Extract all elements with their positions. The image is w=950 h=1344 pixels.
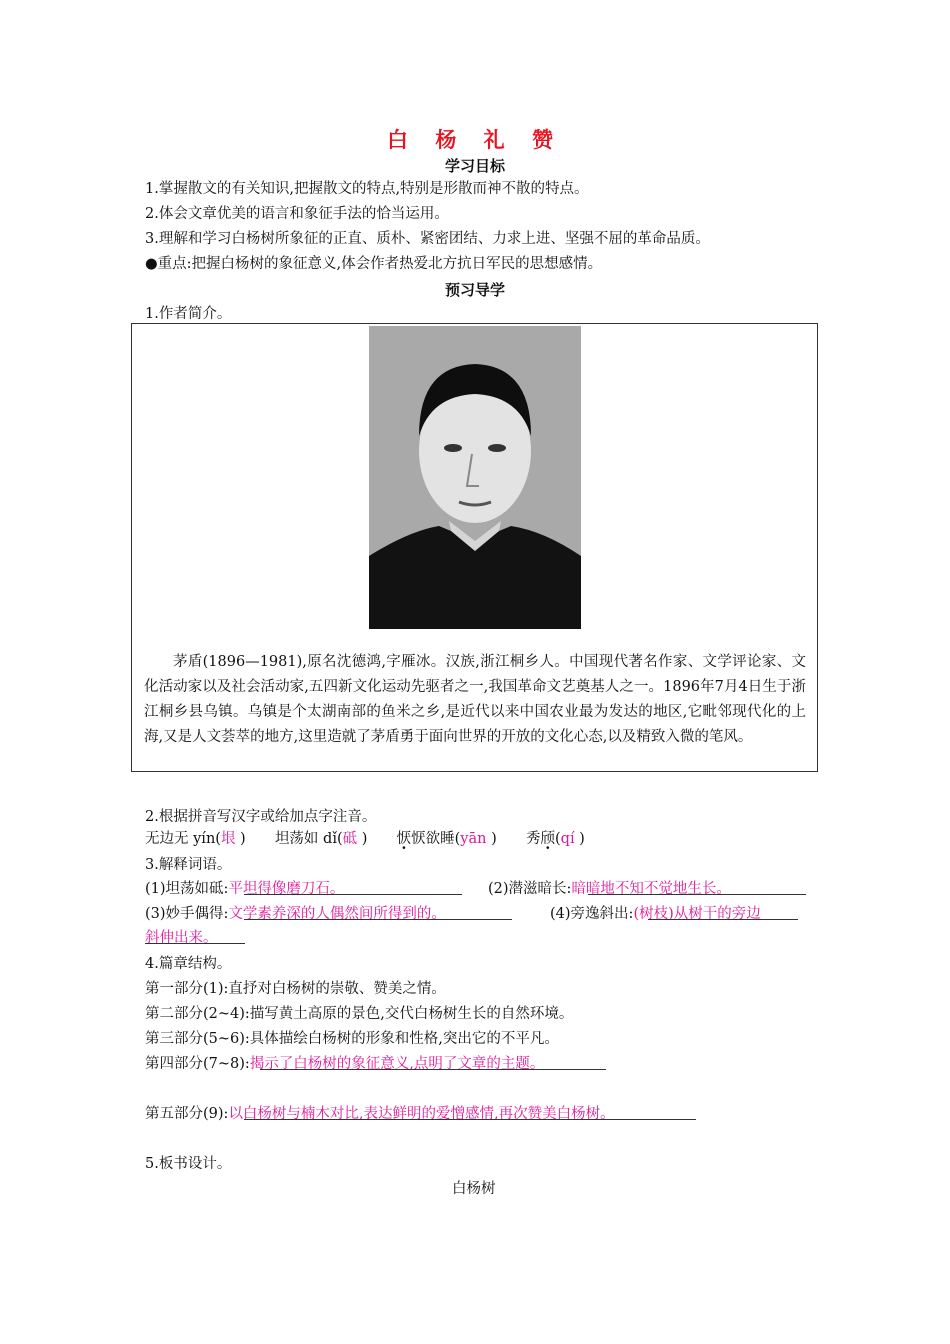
question-5-board: 5.板书设计。 <box>145 1156 232 1172</box>
word-4: (4)旁逸斜出:(树枝)从树干的旁边 <box>550 906 761 922</box>
structure-part-1: 第一部分(1):直抒对白杨树的崇敬、赞美之情。 <box>145 981 446 997</box>
word-1-answer: 平坦得像磨刀石。 <box>228 881 345 897</box>
structure-part-5: 第五部分(9):以白杨树与楠木对比,表达鲜明的爱憎感情,再次赞美白杨树。 <box>145 1106 615 1122</box>
answer-underline <box>588 894 806 895</box>
word-2: (2)潜滋暗长:暗暗地不知不觉地生长。 <box>488 881 731 897</box>
word-2-answer: 暗暗地不知不觉地生长。 <box>571 881 731 897</box>
word-3-answer: 文学素养深的人偶然间所得到的。 <box>228 906 446 922</box>
objective-3: 3.理解和学习白杨树所象征的正直、质朴、紧密团结、力求上进、坚强不屈的革命品质。 <box>145 231 710 247</box>
answer-underline <box>260 1069 606 1070</box>
author-biography: 茅盾(1896—1981),原名沈德鸿,字雁冰。汉族,浙江桐乡人。中国现代著名作家、文学评论家、文化活动家以及社会活动家,五四新文化运动先驱者之一,我国革命文艺奠基人之一。1896年7月4日生于浙江桐乡县乌镇。乌镇是个太湖南部的鱼米之乡,是近代以来中国农业最为发达的地区,它毗邻现代化的上海,又是人文荟萃的地方,这里造就了茅盾勇于面向世界的开放的文化心态,以及精致入微的笔风。 <box>144 654 806 745</box>
section-heading-objectives: 学习目标 <box>444 157 505 175</box>
answer-underline <box>145 943 245 944</box>
word-4-answer-a: (树枝)从树干的旁边 <box>633 906 761 922</box>
document-title: 白 杨 礼 赞 <box>387 128 563 152</box>
answer-underline <box>244 1119 696 1120</box>
answer-underline <box>648 919 798 920</box>
author-portrait-image <box>369 326 581 629</box>
question-4-structure: 4.篇章结构。 <box>145 956 232 972</box>
word-3: (3)妙手偶得:文学素养深的人偶然间所得到的。 <box>145 906 446 922</box>
structure-part-3: 第三部分(5~6):具体描绘白杨树的形象和性格,突出它的不平凡。 <box>145 1031 559 1047</box>
pinyin-item-4: 秀颀(qí ) <box>525 831 585 847</box>
structure-part-5-answer: 以白杨树与楠木对比,表达鲜明的爱憎感情,再次赞美白杨树。 <box>228 1106 615 1122</box>
pinyin-row <box>145 827 585 848</box>
pinyin-item-1: 无边无 yín(垠 ) <box>145 831 246 847</box>
pinyin-answer-2: 砥 <box>342 831 358 847</box>
word-1: (1)坦荡如砥:平坦得像磨刀石。 <box>145 881 345 897</box>
objective-2: 2.体会文章优美的语言和象征手法的恰当运用。 <box>145 206 449 222</box>
pinyin-item-3: 恹恹欲睡(yān ) <box>396 831 497 847</box>
pinyin-answer-3: yān <box>460 831 487 847</box>
pinyin-answer-4: qí <box>560 831 575 847</box>
question-3-words: 3.解释词语。 <box>145 857 232 873</box>
objective-key-point: ●重点:把握白杨树的象征意义,体会作者热爱北方抗日军民的思想感情。 <box>145 256 603 272</box>
board-design-title: 白杨树 <box>452 1181 496 1197</box>
pinyin-item-2: 坦荡如 dǐ(砥 ) <box>274 831 368 847</box>
word-4-answer-b: 斜伸出来。 <box>145 930 218 946</box>
answer-underline <box>244 894 462 895</box>
objective-1: 1.掌握散文的有关知识,把握散文的特点,特别是形散而神不散的特点。 <box>145 181 589 197</box>
structure-part-2: 第二部分(2~4):描写黄土高原的景色,交代白杨树生长的自然环境。 <box>145 1006 574 1022</box>
author-intro-box <box>131 323 818 772</box>
structure-part-4: 第四部分(7~8):揭示了白杨树的象征意义,点明了文章的主题。 <box>145 1056 545 1072</box>
structure-part-4-answer: 揭示了白杨树的象征意义,点明了文章的主题。 <box>249 1056 545 1072</box>
pinyin-answer-1: 垠 <box>220 831 236 847</box>
answer-underline <box>244 919 512 920</box>
section-heading-preview: 预习导学 <box>444 281 505 299</box>
question-2-pinyin: 2.根据拼音写汉字或给加点字注音。 <box>145 809 377 825</box>
question-1-author: 1.作者简介。 <box>145 306 232 322</box>
